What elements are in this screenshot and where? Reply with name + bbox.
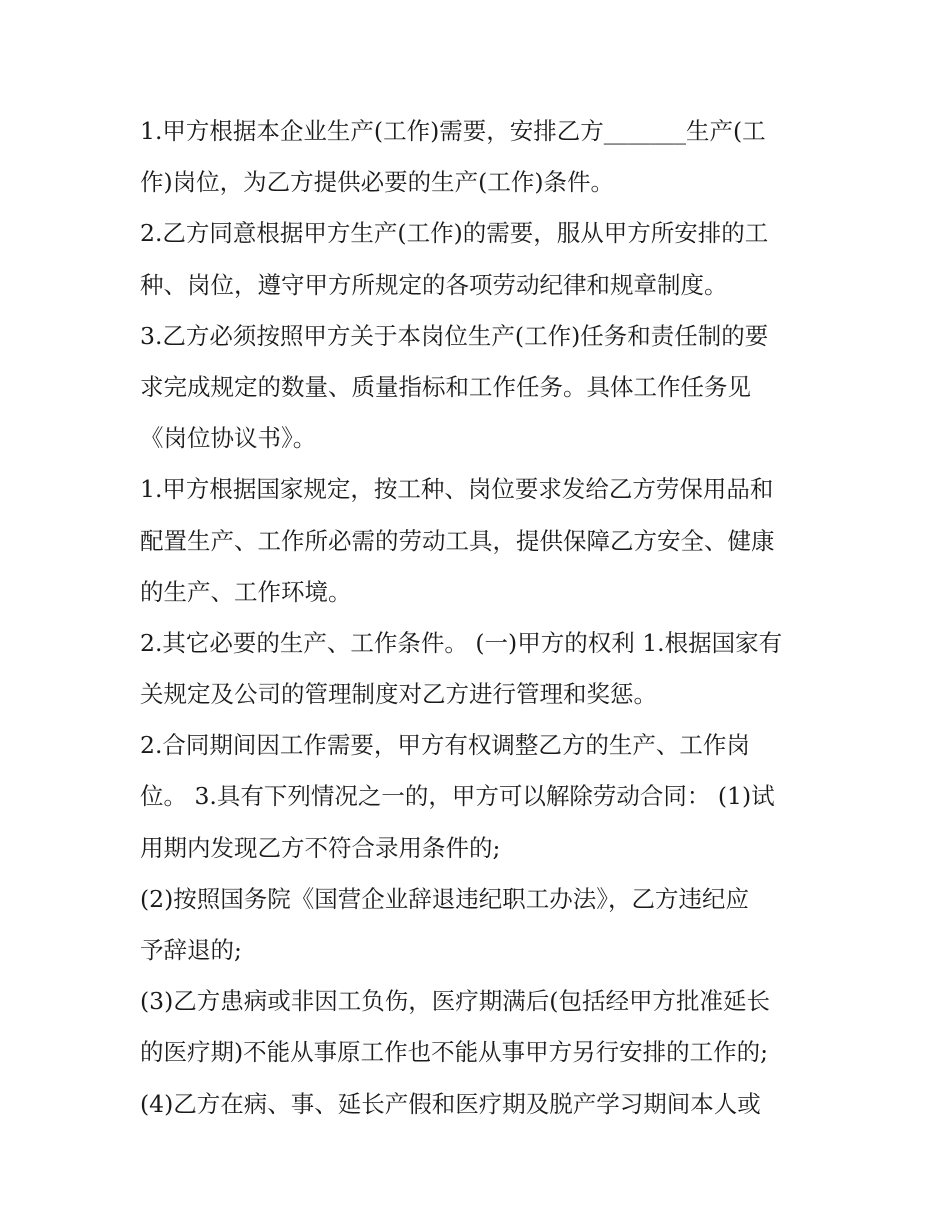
text-line: 2.其它必要的生产、工作条件。 (一)甲方的权利 1.根据国家有: [140, 628, 783, 657]
text-line: 《岗位协议书》。: [140, 424, 317, 453]
text-line: 的医疗期)不能从事原工作也不能从事甲方另行安排的工作的;: [140, 1038, 769, 1067]
text-line: 3.乙方必须按照甲方关于本岗位生产(工作)任务和责任制的要: [140, 321, 769, 350]
text-line: 关规定及公司的管理制度对乙方进行管理和奖惩。: [140, 680, 657, 709]
text-line: 1.甲方根据国家规定，按工种、岗位要求发给乙方劳保用品和: [140, 475, 774, 504]
text-line: 2.合同期间因工作需要，甲方有权调整乙方的生产、工作岗: [140, 731, 750, 760]
text-line: (2)按照国务院《国营企业辞退违纪职工办法》，乙方违纪应: [140, 884, 750, 913]
text-line: 用期内发现乙方不符合录用条件的;: [140, 833, 501, 862]
text-line: 种、岗位，遵守甲方所规定的各项劳动纪律和规章制度。: [140, 270, 728, 299]
text-line: (4)乙方在病、事、延长产假和医疗期及脱产学习期间本人或: [140, 1089, 761, 1118]
text-line: 2.乙方同意根据甲方生产(工作)的需要，服从甲方所安排的工: [140, 219, 769, 248]
text-line: 求完成规定的数量、质量指标和工作任务。具体工作任务见: [140, 372, 751, 401]
text-line: 的生产、工作环境。: [140, 577, 352, 606]
document-body: [140, 106, 820, 1130]
text-line: 作)岗位，为乙方提供必要的生产(工作)条件。: [140, 168, 615, 197]
text-line: 1.甲方根据本企业生产(工作)需要，安排乙方_______生产(工: [140, 117, 766, 145]
text-line: 予辞退的;: [140, 936, 242, 964]
text-line: (3)乙方患病或非因工负伤，医疗期满后(包括经甲方批准延长: [140, 987, 770, 1016]
text-line: 配置生产、工作所必需的劳动工具，提供保障乙方安全、健康: [140, 526, 775, 555]
text-line: 位。 3.具有下列情况之一的，甲方可以解除劳动合同： (1)试: [140, 782, 775, 811]
